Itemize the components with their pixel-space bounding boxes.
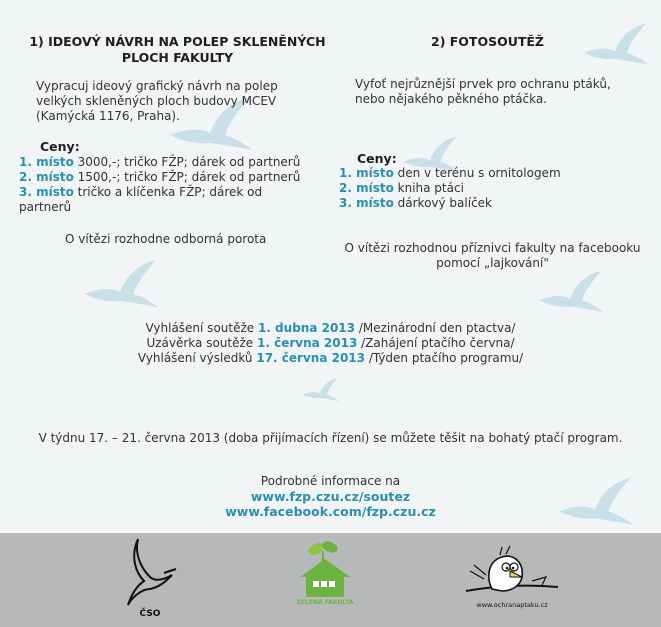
contest1-title <box>10 34 345 66</box>
footer <box>0 533 661 627</box>
contest1-prize-list <box>19 155 339 215</box>
contest2-jury <box>330 241 655 271</box>
website-link[interactable]: www.fzp.czu.cz/soutez <box>250 489 411 504</box>
schedule-date: 1. dubna 2013 <box>257 321 355 335</box>
contest1-description <box>36 79 336 124</box>
bird-silhouette-icon <box>535 265 605 320</box>
desc-line: (Kamýcká 1176, Praha). <box>36 109 180 123</box>
desc-line: velkých skleněných ploch budovy MCEV <box>36 94 277 108</box>
contest2-title: 2) FOTOSOUTĚŽ <box>431 34 544 49</box>
ochranaptaku-url: www.ochranaptaku.cz <box>476 601 548 609</box>
facebook-link[interactable]: www.facebook.com/fzp.czu.cz <box>225 504 436 519</box>
cso-logo-text: ČSO <box>139 609 161 619</box>
bird-silhouette-icon <box>580 20 650 70</box>
prize-text: 1500,-; tričko FŽP; dárek od partnerů <box>73 170 301 184</box>
schedule-label: Uzávěrka soutěže <box>146 336 257 350</box>
schedule-label: Vyhlášení výsledků <box>137 351 257 365</box>
prize-item <box>19 185 339 200</box>
cso-bird-icon <box>120 535 180 607</box>
prize-item <box>19 170 339 185</box>
prize-item <box>339 166 639 181</box>
cartoon-bird-icon <box>462 541 562 603</box>
prize-place: 3. místo <box>339 196 394 210</box>
schedule-note: /Týden ptačího programu/ <box>365 351 524 365</box>
prize-place: 1. místo <box>19 155 74 169</box>
schedule <box>0 321 661 366</box>
contest1-prizes-label: Ceny: <box>40 139 80 154</box>
schedule-label: Vyhlášení soutěže <box>145 321 258 335</box>
desc-line: nebo nějakého pěkného ptáčka. <box>355 92 547 106</box>
schedule-note: /Zahájení ptačího června/ <box>357 336 515 350</box>
schedule-row <box>0 336 661 351</box>
schedule-date: 1. června 2013 <box>257 336 358 350</box>
contest1-jury: O vítězi rozhodne odborná porota <box>65 232 267 246</box>
prize-text: dárkový balíček <box>393 196 492 210</box>
contest1-title-line2: PLOCH FAKULTY <box>121 50 234 65</box>
desc-line: Vypracuj ideový grafický návrh na polep <box>36 79 278 93</box>
contest2-description <box>355 77 655 107</box>
contest2-prize-list <box>339 166 639 211</box>
prize-text: tričko a klíčenka FŽP; dárek od <box>73 185 263 199</box>
prize-place: 1. místo <box>339 166 394 180</box>
green-faculty-logo[interactable] <box>290 539 360 619</box>
desc-line: Vyfoť nejrůznější prvek pro ochranu ptáků, <box>355 77 611 91</box>
cso-logo[interactable] <box>120 535 180 623</box>
prize-place: 3. místo <box>19 185 74 199</box>
green-house-icon <box>290 539 360 601</box>
jury-line: O vítězi rozhodnou příznivci fakulty na facebooku <box>344 241 641 255</box>
bird-silhouette-icon <box>300 370 340 410</box>
prize-item <box>19 155 339 170</box>
prize-item <box>339 181 639 196</box>
green-faculty-text: ZELENÁ FAKULTA <box>296 599 354 606</box>
program-note: V týdnu 17. – 21. června 2013 (doba přijímacích řízení) se můžete těšit na bohatý ptačí program. <box>38 431 623 445</box>
info-label: Podrobné informace na <box>260 474 401 488</box>
prize-place: 2. místo <box>339 181 394 195</box>
schedule-row <box>0 321 661 336</box>
prize-text: den v terénu s ornitologem <box>393 166 561 180</box>
bird-silhouette-icon <box>80 255 160 315</box>
jury-line: pomocí „lajkování" <box>436 256 549 270</box>
prize-place: 2. místo <box>19 170 74 184</box>
schedule-note: /Mezinárodní den ptactva/ <box>355 321 516 335</box>
schedule-row <box>0 351 661 366</box>
prize-item <box>339 196 639 211</box>
schedule-date: 17. června 2013 <box>256 351 366 365</box>
ochranaptaku-logo[interactable] <box>462 541 562 621</box>
prize-text-cont: partnerů <box>19 200 72 214</box>
prize-text: kniha ptáci <box>393 181 464 195</box>
prize-text: 3000,-; tričko FŽP; dárek od partnerů <box>73 155 301 169</box>
contest1-title-line1: 1) IDEOVÝ NÁVRH NA POLEP SKLENĚNÝCH <box>29 34 326 49</box>
contest2-prizes-label: Ceny: <box>357 151 397 166</box>
